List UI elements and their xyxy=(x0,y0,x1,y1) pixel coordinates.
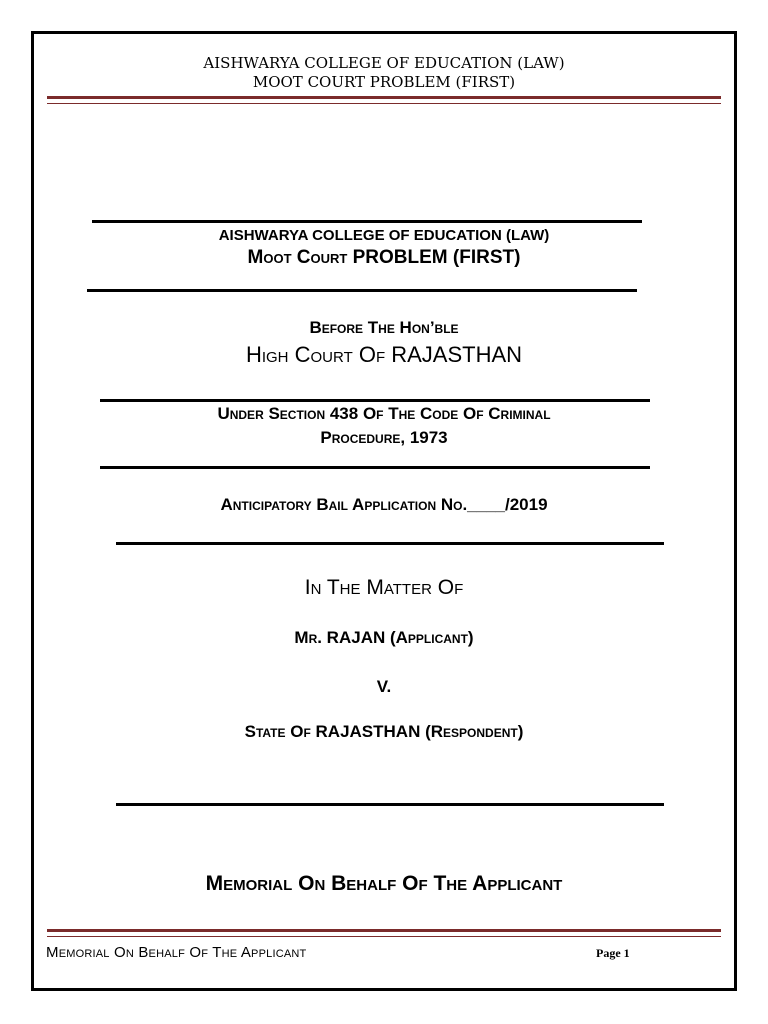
cover-memorial: Memorial On Behalf Of The Applicant xyxy=(205,872,563,895)
cover-before: Before The Hon’ble xyxy=(309,318,459,337)
divider-rule xyxy=(92,220,642,223)
divider-rule xyxy=(100,466,650,469)
divider-rule xyxy=(87,289,637,292)
header-line-1: AISHWARYA COLLEGE OF EDUCATION (LAW) xyxy=(203,54,565,72)
cover-versus: V. xyxy=(376,677,392,696)
cover-application: Anticipatory Bail Application No.____/2019 xyxy=(220,495,548,514)
header-line-2: MOOT COURT PROBLEM (FIRST) xyxy=(252,73,516,91)
divider-rule xyxy=(116,803,664,806)
header-rule xyxy=(47,96,721,104)
divider-rule xyxy=(116,542,664,545)
cover-section-line-1: Under Section 438 Of The Code Of Criminal xyxy=(217,404,551,423)
cover-respondent: State Of RAJASTHAN (Respondent) xyxy=(244,722,524,741)
footer-title: Memorial On Behalf Of The Applicant xyxy=(46,944,307,961)
cover-court: High Court Of RAJASTHAN xyxy=(245,342,523,367)
footer-rule xyxy=(47,929,721,937)
cover-section-line-2: Procedure, 1973 xyxy=(320,428,448,447)
page-frame xyxy=(31,31,737,991)
page-number: Page 1 xyxy=(596,946,630,960)
cover-matter: In The Matter Of xyxy=(304,576,464,599)
cover-college: AISHWARYA COLLEGE OF EDUCATION (LAW) xyxy=(218,227,550,244)
cover-applicant: Mr. RAJAN (Applicant) xyxy=(294,628,474,647)
running-header xyxy=(34,54,734,92)
divider-rule xyxy=(100,399,650,402)
cover-problem: Moot Court PROBLEM (FIRST) xyxy=(247,247,521,268)
